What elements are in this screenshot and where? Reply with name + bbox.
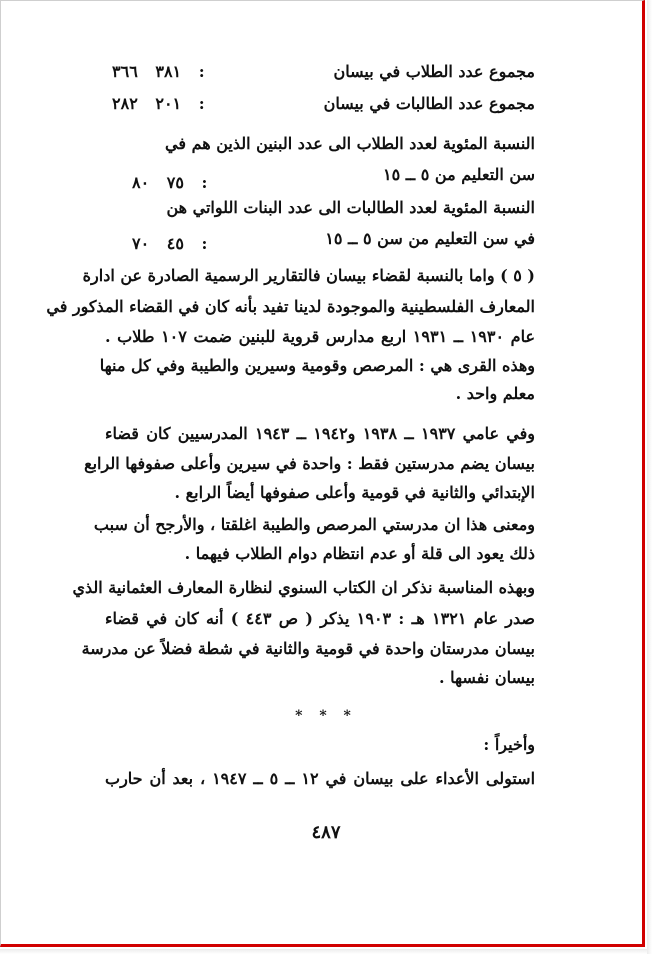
paragraph-8-line: صدر عام ١٣٢١ هـ : ١٩٠٣ يذكر ( ص ٤٤٣ ) أنه كان في قضاء [105,609,536,628]
paragraph-6-line: الإبتدائي والثانية في قومية وأعلى صفوفها أيضاً الرابع . [174,483,535,502]
paragraph-5-line: المعارف الفلسطينية والموجودة لدينا تفيد بأنه كان في القضاء المذكور في [46,297,535,316]
paragraph-7-line: ومعنى هذا ان مدرستي المرصص والطيبة اغلقتا ، والأرجح أن سبب [93,515,535,534]
value-2: ٧٠ [132,234,150,253]
page-shadow-right [647,0,652,954]
students-total-values [100,62,205,81]
girls-pct-line1: النسبة المئوية لعدد الطالبات الى عدد البنات اللواتي هن [166,198,535,217]
colon: : [201,173,208,192]
value-1: ٤٥ [166,234,184,253]
paragraph-8-line: وبهذه المناسبة نذكر ان الكتاب السنوي لنظارة المعارف العثمانية الذي [72,578,535,597]
paragraph-5-line: عام ١٩٣٠ ــ ١٩٣١ اربع مدارس قروية للبنين ضمت ١٠٧ طلاب . [105,327,535,346]
paragraph-5-line: وهذه القرى هي : المرصص وقومية وسيرين والطيبة وفي كل منها [99,356,535,375]
paragraph-5-line: ( ٥ ) واما بالنسبة لقضاء بيسان فالتقارير الرسمية الصادرة عن ادارة [82,266,535,285]
paragraph-8-line: بيسان نفسها . [439,668,535,687]
paragraph-7-line: ذلك يعود الى قلة أو عدم انتظام دوام الطلاب فيهما . [184,544,535,563]
closing-heading: وأخيراً : [483,735,535,754]
girls-pct-line2: في سن التعليم من سن ٥ ــ ١٥ [325,229,535,248]
value-1: ٧٥ [166,173,184,192]
boys-pct-values [120,173,207,192]
boys-pct-line2: سن التعليم من ٥ ــ ١٥ [383,165,535,184]
paragraph-6-line: وفي عامي ١٩٣٧ ــ ١٩٣٨ و١٩٤٢ ــ ١٩٤٣ المدرسيين كان قضاء [105,424,536,443]
colon: : [201,234,208,253]
girls-pct-values [120,234,207,253]
value-1: ٢٠١ [155,94,182,113]
closing-line: استولى الأعداء على بيسان في ١٢ ــ ٥ ــ ١٩٤٧ ، بعد أن حارب [105,769,536,788]
value-1: ٣٨١ [155,62,182,81]
paragraph-6-line: بيسان يضم مدرستين فقط : واحدة في سيرين وأعلى صفوفها الرابع [84,454,535,473]
page-number: ٤٨٧ [311,822,341,843]
girls-total-values [100,94,205,113]
value-2: ٨٠ [132,173,150,192]
page-shadow-bottom [0,949,652,954]
paragraph-5-line: معلم واحد . [455,384,535,403]
colon: : [198,62,205,81]
paragraph-8-line: بيسان مدرستان واحدة في قومية والثانية في شطة فضلاً عن مدرسة [81,639,535,658]
students-total-label: مجموع عدد الطلاب في بيسان [333,62,535,81]
value-2: ٣٦٦ [112,62,138,81]
girls-total-label: مجموع عدد الطالبات في بيسان [323,94,535,113]
section-separator: * * * [295,708,357,724]
boys-pct-line1: النسبة المئوية لعدد الطلاب الى عدد البنين الذين هم في [165,134,535,153]
value-2: ٢٨٢ [112,94,138,113]
colon: : [198,94,205,113]
